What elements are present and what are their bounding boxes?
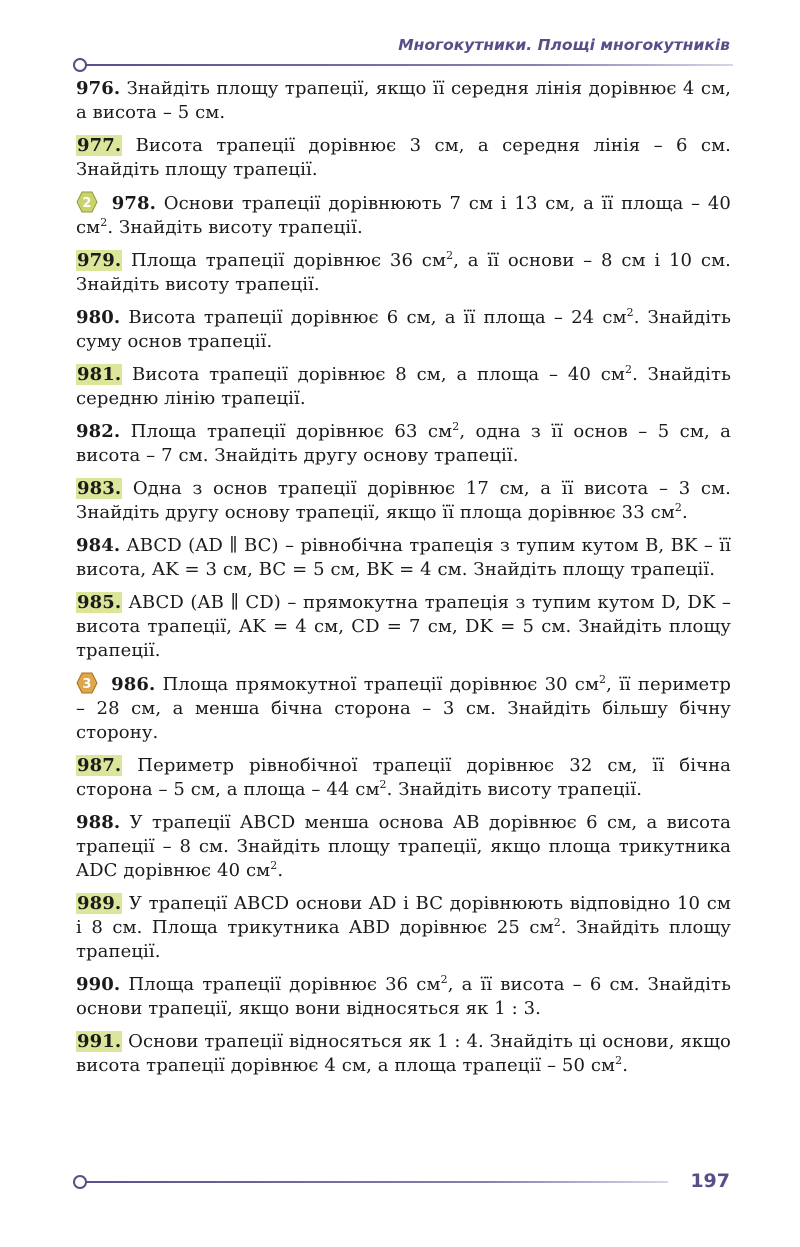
superscript: 2 (599, 673, 607, 686)
problem-981 (76, 363, 731, 411)
problem-text: Висота трапеції дорівнює 8 см, а площа – 40 см (132, 364, 625, 385)
problem-text: Периметр рівнобічної трапеції дорівнює 32 см, її бічна сторона – 5 см, а площа – 44 см (76, 755, 731, 800)
problem-976 (76, 77, 731, 125)
level-2-icon (76, 191, 98, 213)
problem-982 (76, 420, 731, 468)
problem-989 (76, 892, 731, 964)
problem-text: Висота трапеції дорівнює 3 см, а середня лінія – 6 см. Знайдіть площу трапеції. (76, 135, 731, 180)
problem-text-cont: . (622, 1055, 629, 1076)
problem-990 (76, 973, 731, 1021)
problem-number: 985. (77, 592, 122, 613)
problem-number: 986. (111, 674, 156, 695)
footer-ring-marker (73, 1175, 87, 1189)
problem-text-cont: . Знайдіть середню лінію трапеції. (76, 364, 731, 409)
problem-number: 980. (76, 307, 121, 328)
problem-text: Площа трапеції дорівнює 36 см (128, 974, 441, 995)
superscript: 2 (270, 859, 278, 872)
problem-text: Висота трапеції дорівнює 6 см, а її площа – 24 см (128, 307, 627, 328)
superscript: 2 (624, 363, 633, 376)
problem-text-cont: , її периметр – 28 см, а менша бічна сторона – 3 см. Знайдіть більшу бічну сторону. (76, 674, 731, 743)
superscript: 2 (615, 1054, 623, 1067)
problem-986 (76, 672, 731, 745)
level-3-icon (76, 672, 98, 694)
problem-text-cont: . Знайдіть висоту трапеції. (386, 779, 643, 800)
problem-text-cont: , а її висота – 6 см. Знайдіть основи трапеції, якщо вони відносяться як 1 : 3. (76, 974, 731, 1019)
superscript: 2 (379, 778, 387, 791)
problem-text-cont: , а її основи – 8 см і 10 см. Знайдіть висоту трапеції. (76, 250, 731, 295)
header-rule (78, 64, 733, 66)
header-ring-marker (73, 58, 87, 72)
problem-number: 978. (111, 193, 156, 214)
problem-text: ABCD (AB ∥ CD) – прямокутна трапеція з тупим кутом D, DK – висота трапеції, AK = 4 см, CD = 7 см, DK = 5 см. Знайдіть площу трапеції. (76, 592, 731, 661)
problem-988 (76, 811, 731, 883)
problem-991 (76, 1030, 731, 1078)
problem-984 (76, 534, 731, 582)
problem-text: Знайдіть площу трапеції, якщо її середня лінія дорівнює 4 см, а висота – 5 см. (76, 78, 731, 123)
problem-number: 984. (76, 535, 121, 556)
problem-text-cont: . Знайдіть площу трапеції. (76, 917, 731, 962)
superscript: 2 (446, 249, 454, 262)
problem-text-cont: . Знайдіть висоту трапеції. (107, 217, 363, 238)
problem-text: Основи трапеції дорівнюють 7 см і 13 см, а її площа – 40 см (76, 193, 731, 238)
problem-text-cont: . (682, 502, 688, 523)
problem-number: 976. (76, 78, 121, 99)
problem-number: 979. (77, 250, 122, 271)
superscript: 2 (626, 306, 634, 319)
superscript: 2 (440, 973, 448, 986)
level-3-label: 3 (82, 677, 92, 692)
superscript: 2 (553, 916, 561, 929)
problem-number: 983. (77, 478, 122, 499)
problem-text: Площа трапеції дорівнює 36 см (131, 250, 447, 271)
problem-text: Площа прямокутної трапеції дорівнює 30 см (162, 674, 600, 695)
problem-number: 987. (77, 755, 122, 776)
problem-987 (76, 754, 731, 802)
problem-text: Площа трапеції дорівнює 63 см (130, 421, 453, 442)
problem-number: 991. (77, 1031, 122, 1052)
problem-985 (76, 591, 731, 663)
problem-text-cont: , одна з її основ – 5 см, а висота – 7 см. Знайдіть другу основу трапеції. (76, 421, 731, 466)
problem-text: ABCD (AD ∥ BC) – рівнобічна трапеція з тупим кутом B, BK – її висота, AK = 3 см, BC = 5 см, BK = 4 см. Знайдіть площу трапеції. (76, 535, 731, 580)
problem-text: У трапеції ABCD основи AD і BC дорівнюють відповідно 10 см і 8 см. Площа трикутника ABD дорівнює 25 см (76, 893, 731, 938)
problem-text-cont: . Знайдіть суму основ трапеції. (76, 307, 732, 352)
problem-978 (76, 191, 731, 240)
page-header-title: Многокутники. Площі многокутників (398, 36, 730, 54)
superscript: 2 (674, 501, 683, 514)
problem-text: Одна з основ трапеції дорівнює 17 см, а її висота – 3 см. Знайдіть другу основу трапеції, якщо її площа дорівнює 33 см (76, 478, 731, 523)
problem-number: 981. (77, 364, 122, 385)
problem-number: 982. (76, 421, 121, 442)
page-number: 197 (690, 1170, 730, 1192)
problem-text-cont: . (277, 860, 284, 881)
problem-979 (76, 249, 731, 297)
problem-text: Основи трапеції відносяться як 1 : 4. Знайдіть ці основи, якщо висота трапеції дорівнює 4 см, а площа трапеції – 50 см (76, 1031, 731, 1076)
problem-number: 990. (76, 974, 121, 995)
problem-text: У трапеції ABCD менша основа AB дорівнює 6 см, а висота трапеції – 8 см. Знайдіть площу трапеції, якщо площа трикутника ADC дорівнює 40 см (76, 812, 731, 881)
problem-list (76, 77, 731, 1087)
footer-rule (78, 1181, 668, 1183)
problem-number: 977. (77, 135, 122, 156)
problem-number: 988. (76, 812, 121, 833)
problem-number: 989. (77, 893, 122, 914)
problem-980 (76, 306, 731, 354)
problem-983 (76, 477, 731, 525)
superscript: 2 (452, 420, 460, 433)
level-2-label: 2 (82, 196, 92, 211)
superscript: 2 (100, 216, 108, 229)
problem-977 (76, 134, 731, 182)
